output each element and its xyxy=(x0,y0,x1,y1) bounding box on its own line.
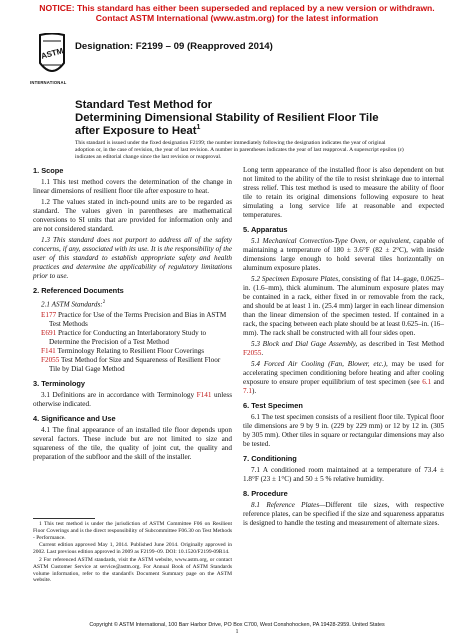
footnote-2: 2 For referenced ASTM standards, visit the ASTM website, www.astm.org, or contact ASTM Customer Service at service@astm.org. For Annual Book of ASTM Standards volume information, refer to the standard's Document Summary page on the ASTM website. xyxy=(33,556,232,584)
section-heading-conditioning: 7. Conditioning xyxy=(243,454,297,463)
copyright-footer: Copyright © ASTM International, 100 Barr Harbor Drive, PO Box C700, West Conshohocken, PA 19428-2959. United States xyxy=(89,622,385,628)
page-number: 1 xyxy=(235,629,239,635)
reference-link-f2055[interactable]: F2055 xyxy=(41,356,60,365)
paragraph-6-1: 6.1 The test specimen consists of a resilient floor tile. Typical floor tile dimensions are 9 by 9 in. (229 by 229 mm) or 12 by 12 in. (305 by 305 mm). Other tiles in square or rectangular dimensions may also be tested. xyxy=(243,413,444,448)
document-title xyxy=(75,99,435,138)
reference-e177: E177 Practice for Use of the Terms Precision and Bias in ASTM Test Methods xyxy=(41,311,227,329)
footnote-1-edition: Current edition approved May 1, 2014. Published June 2014. Originally approved in 2002. Last previous edition approved in 2009 as F2199–09. DOI: 10.1520/F2199-09R14. xyxy=(33,542,232,556)
paragraph-3-1: 3.1 Definitions are in accordance with Terminology F141 unless otherwise indicated. xyxy=(33,391,232,409)
astm-logo-icon xyxy=(37,33,67,79)
reference-link-e177[interactable]: E177 xyxy=(41,311,57,320)
title-line-3: after Exposure to Heat$^1$ xyxy=(75,124,201,137)
left-column xyxy=(33,166,232,464)
paragraph-5-4: 5.4 Forced Air Cooling (Fan, Blower, etc.), may be used for accelerating specimen conditioning before heating and after cooling exposure to ensure proper equilibrium of test specimen (see 6.1 and 7.1). xyxy=(243,360,444,395)
terminology-link-f141[interactable]: F141 xyxy=(196,391,212,400)
reference-e691: E691 Practice for Conducting an Interlaboratory Study to Determine the Precision of a Test Method xyxy=(41,329,207,347)
paragraph-5-1: 5.1 Mechanical Convection-Type Oven, or equivalent, capable of maintaining a temperature of 180 ± 3.6°F (82 ± 2°C), with inside dimensions large enough to hold several tiles horizontally on aluminum exposure plates. xyxy=(243,237,444,272)
section-heading-referenced-documents: 2. Referenced Documents xyxy=(33,286,124,295)
section-heading-procedure: 8. Procedure xyxy=(243,489,288,498)
withdrawn-notice xyxy=(0,3,474,23)
footnotes xyxy=(33,521,232,585)
footnote-1: 1 This test method is under the jurisdiction of ASTM Committee F06 on Resilient Floor Coverings and is the direct responsibility of Subcommittee F06.30 on Test Methods - Performance. xyxy=(33,521,232,541)
section-link-6-1[interactable]: 6.1 xyxy=(422,378,432,386)
paragraph-5-3: 5.3 Block and Dial Gage Assembly, as described in Test Method F2055. xyxy=(243,340,445,357)
reference-f2055: F2055 Test Method for Size and Squareness of Resilient Floor Tile by Dial Gage Method xyxy=(41,356,221,374)
paragraph-4-1-continued: Long term appearance of the installed floor is also dependent on but not limited to the ability of the tile to resist shrinkage due to internal stress relief. This test method is used to measure the ability of floor tile to retain its original dimensions following exposure to heat simulating a long service life at reasonable and expected temperatures. xyxy=(243,166,444,219)
title-line-1: Standard Test Method for xyxy=(75,99,213,111)
section-heading-scope: 1. Scope xyxy=(33,166,64,175)
reference-f141: F141 Terminology Relating to Resilient Floor Coverings xyxy=(41,347,205,356)
paragraph-1-1: 1.1 This test method covers the determination of the change in linear dimensions of resilient floor tile after exposure to heat. xyxy=(33,178,232,195)
section-link-7-1[interactable]: 7.1 xyxy=(243,387,252,395)
designation: Designation: F2199 – 09 (Reapproved 2014) xyxy=(75,41,273,52)
section-heading-test-specimen: 6. Test Specimen xyxy=(243,401,303,410)
paragraph-7-1: 7.1 A conditioned room maintained at a temperature of 73.4 ± 1.8°F (23 ± 1°C) and 50 ± 5 % relative humidity. xyxy=(243,466,444,483)
section-heading-terminology: 3. Terminology xyxy=(33,379,86,389)
paragraph-2-1: 2.1 ASTM Standards:$^2$ xyxy=(41,300,106,309)
paragraph-8-1: 8.1 Reference Plates—Different tile sizes, with respective reference plates, can be specified if the size and squareness apparatus is designed to handle the testing and measurement of alternate sizes. xyxy=(243,501,444,527)
test-method-link-f2055[interactable]: F2055 xyxy=(243,349,262,357)
footnote-divider xyxy=(33,518,95,519)
notice-line-2: Contact ASTM International (www.astm.org) for the latest information xyxy=(95,13,379,23)
reference-link-f141[interactable]: F141 xyxy=(41,347,56,356)
paragraph-5-2: 5.2 Specimen Exposure Plates, consisting of flat 14–gage, 0.0625–in. (1.6–mm), thick aluminum. The aluminum exposure plates may be contained in a rack, either fixed in or removable from the rack, and should be at least 1 in. (25.4 mm) larger in each linear dimension than the linear dimension of the specimen tested. If contained in a rack, the spacing between each plate should be at least 0.625–in. (16–mm). The rack shall be constructed with all four sides open. xyxy=(243,275,444,337)
notice-line-1: NOTICE: This standard has either been superseded and replaced by a new version or withdrawn. xyxy=(39,3,435,13)
title-footnote-mark: 1 xyxy=(196,124,201,132)
logo-text: ASTM xyxy=(40,46,65,61)
paragraph-1-2: 1.2 The values stated in inch-pound units are to be regarded as standard. The values given in parentheses are mathematical conversions to SI units that are provided for information only and are not considered standard. xyxy=(33,198,232,233)
title-line-2: Determining Dimensional Stability of Resilient Floor Tile xyxy=(75,112,379,124)
logo-subtitle: INTERNATIONAL xyxy=(30,80,67,85)
section-heading-significance: 4. Significance and Use xyxy=(33,414,116,424)
paragraph-1-3: 1.3 This standard does not purport to address all of the safety concerns, if any, associated with its use. It is the responsibility of the user of this standard to establish appropriate safety and health practices and determine the applicability of regulatory limitations prior to use. xyxy=(33,236,232,280)
section-heading-apparatus: 5. Apparatus xyxy=(243,225,288,234)
right-column xyxy=(243,166,444,530)
paragraph-4-1: 4.1 The final appearance of an installed tile floor depends upon several factors. These include but are not limited to size and squareness of the tile, the quality of joint cut, the quality and preparation of the subfloor and the skill of the installer. xyxy=(33,426,232,462)
issuance-note: This standard is issued under the fixed designation F2199; the number immediately following the designation indicates the year of original adoption or, in the case of revision, the year of last revision. A number in parentheses indicates the year of last reapproval. A superscript epsilon (ε) indicates an editorial change since the last revision or reapproval. xyxy=(75,140,404,160)
reference-link-e691[interactable]: E691 xyxy=(41,329,57,338)
